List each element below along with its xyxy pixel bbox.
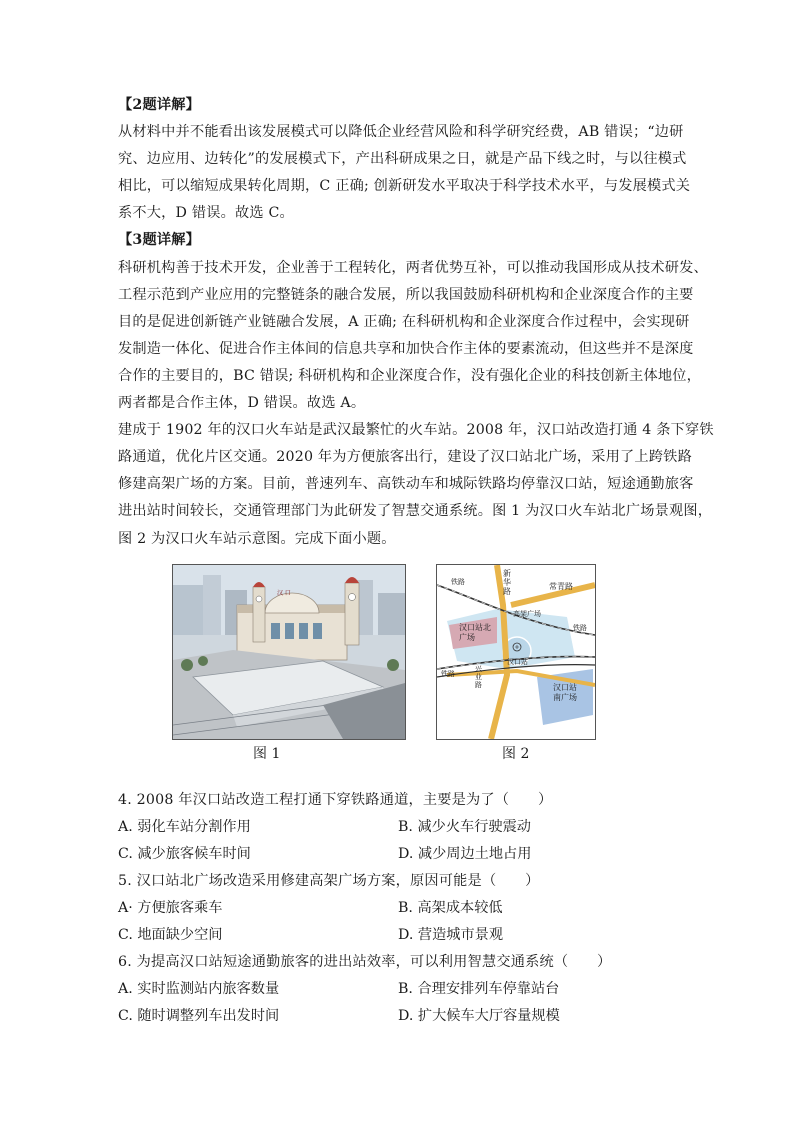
station-photo <box>172 564 406 740</box>
map-label-xinhua-road: 新华路 <box>503 568 511 596</box>
paragraph-line: 路通道，优化片区交通。2020 年为方便旅客出行，建设了汉口站北广场，采用了上跨铁路 <box>118 449 692 466</box>
q2-heading: 【2题详解】 <box>118 97 201 113</box>
figures-row <box>118 557 678 787</box>
paragraph-line: 系不大，D 错误。故选 C。 <box>118 205 294 222</box>
material-passage <box>118 417 714 552</box>
option-b: B. 高架成本较低 <box>398 899 503 916</box>
question-stem: 6. 为提高汉口站短途通勤旅客的进出站效率，可以利用智慧交通系统（ ） <box>118 954 612 971</box>
document-page <box>118 92 714 1030</box>
paragraph-line: 从材料中并不能看出该发展模式可以降低企业经营风险和科学研究经费，AB 错误；“边研 <box>118 124 684 141</box>
options-row <box>118 976 678 1003</box>
station-map <box>436 564 596 740</box>
option-d: D. 减少周边土地占用 <box>398 845 532 862</box>
options-row <box>118 1003 678 1030</box>
paragraph-line: 工程示范到产业应用的完整链条的融合发展，所以我国鼓励科研机构和企业深度合作的主要 <box>118 286 694 303</box>
map-label-elevated-plaza: 高架广场 <box>513 609 541 618</box>
options-row <box>118 814 678 841</box>
paragraph-line: 科研机构善于技术开发，企业善于工程转化，两者优势互补，可以推动我国形成从技术研发、 <box>118 259 708 276</box>
map-label-south-plaza: 汉口站南广场 <box>553 682 577 702</box>
figure-2-caption: 图 2 <box>502 745 530 762</box>
paragraph-line: 进出站时间较长，交通管理部门为此研发了智慧交通系统。图 1 为汉口火车站北广场景观图， <box>118 503 713 520</box>
q2-explanation <box>118 119 691 227</box>
option-a: A. 实时监测站内旅客数量 <box>118 981 280 998</box>
question-5 <box>118 868 678 949</box>
option-d: D. 营造城市景观 <box>398 927 504 944</box>
photo-station-sign: 汉 口 <box>277 589 291 597</box>
paragraph-line: 合作的主要目的，BC 错误; 科研机构和企业深度合作，没有强化企业的科技创新主体地位， <box>118 367 702 384</box>
paragraph-line: 目的是促进创新链产业链融合发展，A 正确; 在科研机构和企业深度合作过程中，会实现研 <box>118 313 690 330</box>
map-label-north-plaza: 汉口站北广场 <box>459 622 491 642</box>
map-label-rail-right: 铁路 <box>573 623 587 632</box>
paragraph-line: 两者都是合作主体，D 错误。故选 A。 <box>118 395 366 412</box>
option-c: C. 地面缺少空间 <box>118 927 223 944</box>
map-label-rail-bottom: 铁路 <box>441 669 455 678</box>
map-label-changqing-road: 常青路 <box>549 581 573 591</box>
q3-explanation <box>118 255 708 418</box>
map-label-station: 汉口站 <box>507 657 528 666</box>
paragraph-line: 图 2 为汉口火车站示意图。完成下面小题。 <box>118 530 396 547</box>
option-a: A. 弱化车站分割作用 <box>118 818 251 835</box>
q3-heading: 【3题详解】 <box>118 232 201 249</box>
question-stem: 4. 2008 年汉口站改造工程打通下穿铁路通道，主要是为了（ ） <box>118 791 553 808</box>
options-row <box>118 922 678 949</box>
option-b: B. 合理安排列车停靠站台 <box>398 981 560 998</box>
option-b: B. 减少火车行驶震动 <box>398 818 531 835</box>
question-stem: 5. 汉口站北广场改造采用修建高架广场方案，原因可能是（ ） <box>118 872 540 889</box>
map-label-xinghai-road: 兴业路 <box>475 664 482 689</box>
options-row <box>118 841 678 868</box>
paragraph-line: 建成于 1902 年的汉口火车站是武汉最繁忙的火车站。2008 年，汉口站改造打通 4 条下穿铁 <box>118 422 714 439</box>
figure-1-caption: 图 1 <box>253 745 281 762</box>
map-label-rail-left: 铁路 <box>451 577 465 586</box>
question-4 <box>118 787 678 868</box>
paragraph-line: 相比，可以缩短成果转化周期，C 正确; 创新研发水平取决于科学技术水平，与发展模式关 <box>118 178 691 195</box>
question-6 <box>118 949 678 1030</box>
paragraph-line: 修建高架广场的方案。目前，普速列车、高铁动车和城际铁路均停靠汉口站，短途通勤旅客 <box>118 476 694 493</box>
paragraph-line: 发制造一体化、促进合作主体间的信息共享和加快合作主体的要素流动，但这些并不是深度 <box>118 340 694 357</box>
option-a: A· 方便旅客乘车 <box>118 899 223 916</box>
option-d: D. 扩大候车大厅容量规模 <box>398 1008 560 1025</box>
option-c: C. 随时调整列车出发时间 <box>118 1008 280 1025</box>
options-row <box>118 895 678 922</box>
paragraph-line: 究、边应用、边转化”的发展模式下，产出科研成果之日，就是产品下线之时，与以往模式 <box>118 151 687 168</box>
option-c: C. 减少旅客候车时间 <box>118 845 251 862</box>
